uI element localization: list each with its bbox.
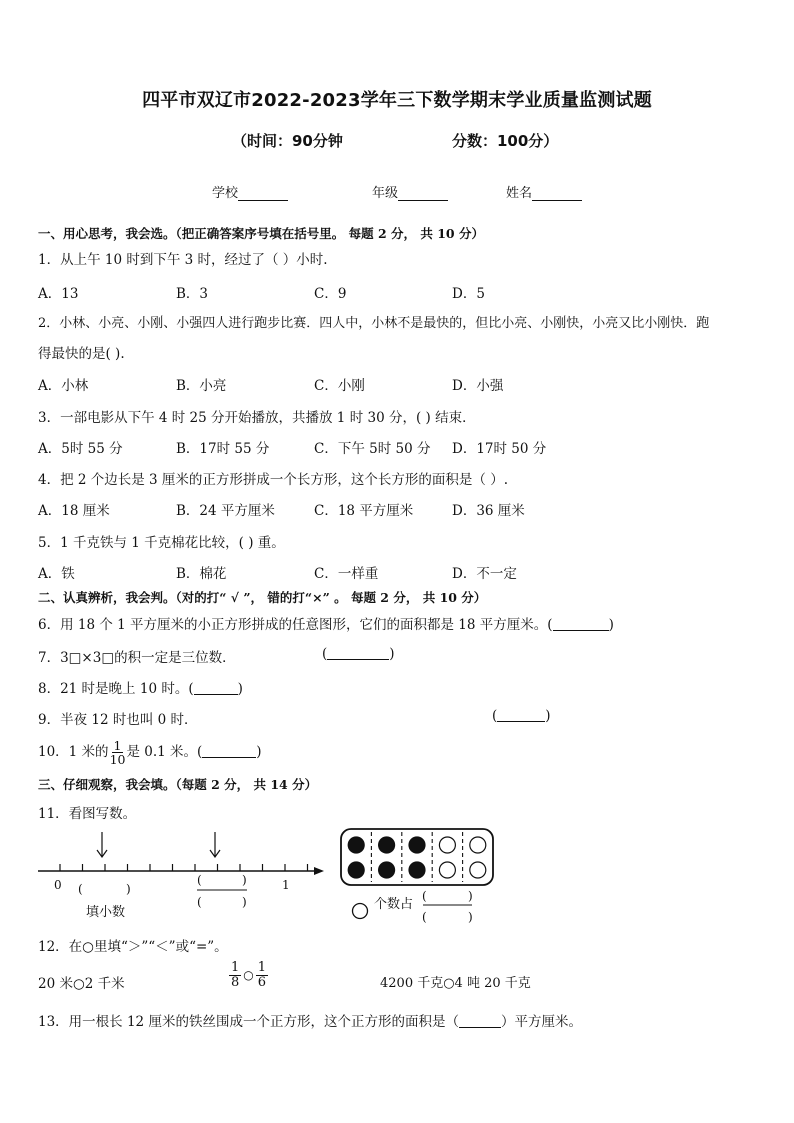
nl-blank1-open: (	[78, 882, 83, 896]
q10-answer-blank[interactable]	[202, 745, 256, 758]
nl-frac-num-close: )	[242, 873, 247, 887]
question-10-post: 是 0.1 米。(	[126, 744, 203, 760]
empty-dot	[439, 837, 455, 853]
q12-fraction-2	[256, 961, 268, 989]
nl-frac-den-open: (	[197, 895, 202, 909]
section2-heading: 二、认真辨析，我会判。（对的打“ √ ”， 错的打“×” 。 每题 2 分， 共 10 分）	[38, 590, 487, 605]
q6-close-paren: )	[608, 617, 614, 633]
question-6	[38, 613, 614, 633]
q10-close-paren: )	[256, 744, 262, 760]
question-2-stem-cont: 得最快的是( ).	[38, 346, 125, 362]
empty-dot	[439, 862, 455, 878]
dot-card-dots	[348, 837, 486, 878]
q10-fraction	[110, 739, 126, 766]
q1-option-b[interactable]: B．3	[176, 286, 209, 302]
q2-option-b[interactable]: B．小亮	[176, 378, 227, 394]
question-5-stem: 5．1 千克铁与 1 千克棉花比较，( ) 重。	[38, 535, 285, 551]
q3-option-c[interactable]: C．下午 5时 50 分	[314, 441, 431, 457]
question-13	[38, 1010, 582, 1030]
question-6-text: 6．用 18 个 1 平方厘米的小正方形拼成的任意图形，它们的面积都是 18 平方厘米。(	[38, 617, 553, 633]
q12-frac1-num: 1	[231, 960, 240, 975]
q12-frac2-den: 6	[257, 974, 267, 990]
question-8	[38, 677, 243, 697]
section1-heading: 一、用心思考，我会选。（把正确答案序号填在括号里。 每题 2 分， 共 10 分）	[38, 226, 484, 241]
q12-compare-b[interactable]	[228, 961, 269, 989]
filled-dot	[348, 862, 364, 878]
question-7-text: 7．3□×3□的积一定是三位数．	[38, 650, 236, 666]
q2-option-a[interactable]: A．小林	[38, 378, 89, 394]
number-line-label-1: 1	[282, 878, 290, 892]
grade-field[interactable]	[372, 182, 448, 201]
question-11-text: 11．看图写数。	[38, 806, 137, 822]
question-4-stem: 4．把 2 个边长是 3 厘米的正方形拼成一个长方形，这个长方形的面积是（ ）.	[38, 472, 509, 488]
question-1-stem: 1．从上午 10 时到下午 3 时，经过了（ ）小时.	[38, 252, 328, 268]
filled-dot	[409, 837, 425, 853]
school-blank[interactable]	[238, 187, 288, 201]
q4-option-a[interactable]: A．18 厘米	[38, 503, 110, 519]
question-3-stem: 3．一部电影从下午 4 时 25 分开始播放，共播放 1 时 30 分，( ) 结束．	[38, 410, 476, 426]
q6-answer-blank[interactable]	[553, 618, 609, 631]
number-line-label-0: 0	[54, 878, 62, 892]
q10-fraction-denominator: 10	[109, 752, 126, 767]
question-13-post: ）平方厘米。	[500, 1014, 582, 1030]
question-10-pre: 10．1 米的	[38, 744, 109, 760]
filled-dot	[409, 862, 425, 878]
school-field[interactable]	[212, 182, 288, 201]
q4-option-d[interactable]: D．36 厘米	[452, 503, 525, 519]
q8-close-paren: )	[237, 681, 243, 697]
q9-answer-blank[interactable]	[497, 709, 545, 722]
q1-option-d[interactable]: D．5	[452, 286, 485, 302]
q12-fraction-1	[229, 961, 241, 989]
q3-option-b[interactable]: B．17时 55 分	[176, 441, 270, 457]
number-line-arrowhead	[314, 867, 324, 875]
empty-dot	[470, 862, 486, 878]
dot-card-caption: 个数占	[374, 897, 414, 912]
q5-option-b[interactable]: B．棉花	[176, 566, 227, 582]
q9-close-paren: )	[545, 708, 551, 724]
number-line-caption: 填小数	[86, 905, 126, 920]
q12-compare-a[interactable]: 20 米○2 千米	[38, 976, 125, 992]
q3-option-d[interactable]: D．17时 50 分	[452, 441, 547, 457]
name-field[interactable]	[506, 182, 582, 201]
q13-answer-blank[interactable]	[459, 1015, 501, 1028]
q12-compare-c[interactable]: 4200 千克○4 吨 20 千克	[380, 976, 531, 991]
q12-frac1-den: 8	[231, 974, 240, 990]
grade-blank[interactable]	[398, 187, 448, 201]
q9-open-paren: (	[492, 708, 498, 724]
nl-frac-num-open: (	[197, 873, 202, 887]
q4-option-b[interactable]: B．24 平方厘米	[176, 503, 275, 519]
q5-option-d[interactable]: D．不一定	[452, 566, 517, 582]
q1-option-c[interactable]: C．9	[314, 286, 347, 302]
q7-answer	[322, 646, 395, 662]
q2-option-c[interactable]: C．小刚	[314, 378, 365, 394]
q12-compare-circle[interactable]: ○	[243, 968, 254, 983]
question-9-text: 9．半夜 12 时也叫 0 时．	[38, 712, 198, 728]
dot-card-figure	[338, 826, 508, 926]
exam-score: 分数：100分）	[452, 132, 559, 150]
question-12-text: 12．在○里填“＞”“＜”或“=”。	[38, 939, 228, 955]
q12-frac2-num: 1	[257, 960, 267, 975]
question-10	[38, 733, 262, 771]
dc-frac-num-close: )	[468, 889, 473, 903]
q2-option-d[interactable]: D．小强	[452, 378, 504, 394]
question-2-stem: 2．小林、小亮、小刚、小强四人进行跑步比赛．四人中，小林不是最快的，但比小亮、小刚快，小亮又比小刚快．跑	[38, 316, 710, 331]
nl-frac-den-close: )	[242, 895, 247, 909]
page-title: 四平市双辽市2022-2023学年三下数学期末学业质量监测试题	[142, 90, 652, 111]
name-blank[interactable]	[532, 187, 582, 201]
q5-option-c[interactable]: C．一样重	[314, 566, 379, 582]
empty-dot	[470, 837, 486, 853]
q5-option-a[interactable]: A．铁	[38, 566, 75, 582]
number-line-figure	[34, 828, 334, 928]
q3-option-a[interactable]: A．5时 55 分	[38, 441, 123, 457]
filled-dot	[379, 837, 395, 853]
filled-dot	[379, 862, 395, 878]
answer-circle-icon[interactable]	[353, 904, 368, 919]
q7-answer-blank[interactable]	[327, 647, 389, 660]
filled-dot	[348, 837, 364, 853]
q7-open-paren: (	[322, 646, 328, 662]
school-label: 学校	[212, 186, 239, 201]
grade-label: 年级	[372, 186, 399, 201]
q8-answer-blank[interactable]	[194, 682, 238, 695]
q9-answer	[492, 708, 551, 724]
question-13-pre: 13．用一根长 12 厘米的铁丝围成一个正方形，这个正方形的面积是（	[38, 1014, 459, 1030]
q1-option-a[interactable]: A．13	[38, 286, 79, 302]
q10-fraction-numerator: 1	[113, 737, 122, 753]
number-line-ticks	[60, 864, 308, 871]
question-8-text: 8．21 时是晚上 10 时。(	[38, 681, 194, 697]
dc-frac-den-close: )	[468, 910, 473, 924]
dc-frac-den-open: (	[422, 910, 427, 924]
name-label: 姓名	[506, 186, 533, 201]
exam-time: （时间：90分钟	[232, 132, 343, 150]
q7-close-paren: )	[389, 646, 395, 662]
q4-option-c[interactable]: C．18 平方厘米	[314, 503, 414, 519]
section3-heading: 三、仔细观察，我会填。（每题 2 分， 共 14 分）	[38, 777, 318, 792]
dc-frac-num-open: (	[422, 889, 427, 903]
nl-blank1-close: )	[126, 882, 131, 896]
